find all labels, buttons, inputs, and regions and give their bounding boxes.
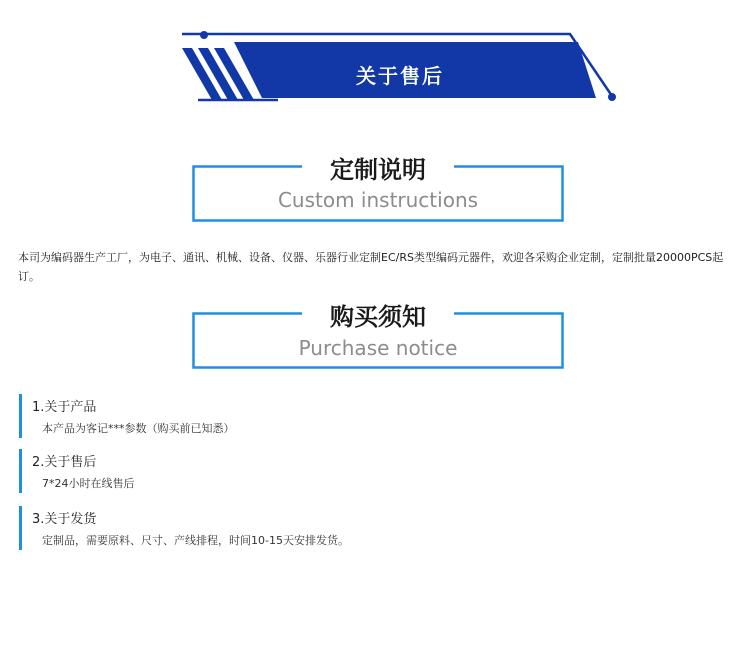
notice-item-title: 2.关于售后: [32, 455, 97, 470]
notice-item-shipping: [19, 506, 519, 550]
banner-title: 关于售后: [356, 64, 444, 88]
notice-item-accent-bar: [19, 449, 22, 493]
notice-item-title: 1.关于产品: [32, 400, 97, 415]
notice-item-accent-bar: [19, 506, 22, 550]
intro-paragraph: 本司为编码器生产工厂，为电子、通讯、机械、设备、仪器、乐器行业定制EC/RS类型编码元器件，欢迎各采购企业定制，定制批量20000PCS起订。: [18, 251, 724, 283]
notice-item-accent-bar: [19, 394, 22, 438]
notice-item-desc: 本产品为客记***参数（购买前已知悉）: [42, 422, 235, 435]
notice-item-product: [19, 394, 519, 438]
section-title-custom-en: Custom instructions: [277, 188, 479, 212]
section-title-custom-cn: 定制说明: [330, 156, 426, 184]
notice-item-desc: 7*24小时在线售后: [42, 477, 135, 490]
notice-item-title: 3.关于发货: [32, 512, 97, 527]
section-title-purchase-en: Purchase notice: [298, 336, 458, 360]
notice-item-after-sales: [19, 449, 519, 493]
section-title-purchase-cn: 购买须知: [330, 303, 426, 331]
notice-item-desc: 定制品，需要原料、尺寸、产线排程，时间10-15天安排发货。: [42, 534, 349, 547]
